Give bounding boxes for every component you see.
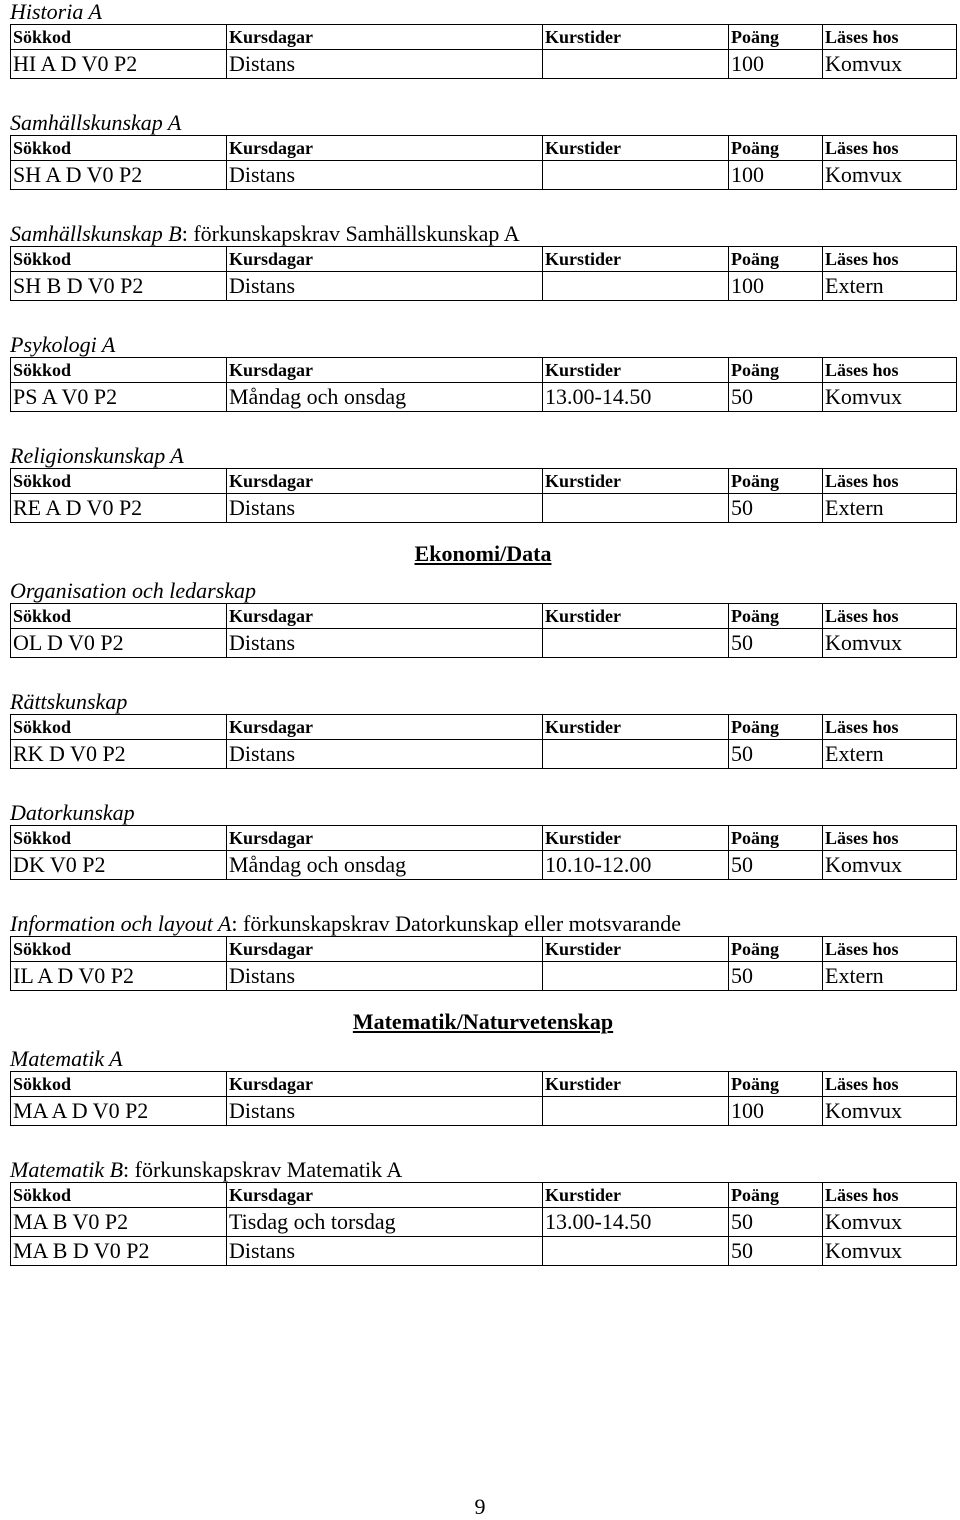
course-title (10, 0, 956, 24)
header-kurstider: Kurstider (543, 25, 729, 50)
cell-sokkod: MA B V0 P2 (11, 1208, 227, 1237)
header-kursdagar: Kursdagar (227, 715, 543, 740)
cell-kurstider (543, 494, 729, 523)
header-sokkod: Sökkod (11, 247, 227, 272)
cell-sokkod: RE A D V0 P2 (11, 494, 227, 523)
table-header-row (11, 715, 957, 740)
spacer (10, 301, 956, 333)
header-lases-hos: Läses hos (823, 826, 957, 851)
table-row (11, 272, 957, 301)
course-prerequisite: : förkunskapskrav Samhällskunskap A (181, 221, 520, 246)
header-kursdagar: Kursdagar (227, 136, 543, 161)
header-sokkod: Sökkod (11, 136, 227, 161)
header-sokkod: Sökkod (11, 1183, 227, 1208)
header-kursdagar: Kursdagar (227, 937, 543, 962)
header-lases-hos: Läses hos (823, 25, 957, 50)
header-sokkod: Sökkod (11, 826, 227, 851)
header-kurstider: Kurstider (543, 358, 729, 383)
course-table-matematik-b (10, 1182, 957, 1266)
course-name: Datorkunskap (10, 800, 135, 825)
table-row (11, 161, 957, 190)
cell-poang: 50 (729, 1237, 823, 1266)
course-table-matematik-a (10, 1071, 957, 1126)
cell-poang: 50 (729, 629, 823, 658)
cell-kurstider (543, 50, 729, 79)
cell-kursdagar: Distans (227, 740, 543, 769)
cell-kursdagar: Distans (227, 494, 543, 523)
section-heading-matematik-naturvetenskap: Matematik/Naturvetenskap (352, 1009, 614, 1034)
course-name: Information och layout A (10, 911, 232, 936)
cell-kurstider (543, 1097, 729, 1126)
spacer (10, 658, 956, 690)
table-header-row (11, 1183, 957, 1208)
cell-sokkod: SH B D V0 P2 (11, 272, 227, 301)
spacer (10, 769, 956, 801)
cell-kursdagar: Måndag och onsdag (227, 383, 543, 412)
header-kurstider: Kurstider (543, 937, 729, 962)
course-title (10, 444, 956, 468)
header-kurstider: Kurstider (543, 1183, 729, 1208)
cell-kursdagar: Måndag och onsdag (227, 851, 543, 880)
header-kurstider: Kurstider (543, 715, 729, 740)
header-kurstider: Kurstider (543, 247, 729, 272)
course-table-samhallskunskap-b (10, 246, 957, 301)
header-lases-hos: Läses hos (823, 358, 957, 383)
header-lases-hos: Läses hos (823, 1183, 957, 1208)
cell-poang: 100 (729, 1097, 823, 1126)
table-row (11, 962, 957, 991)
header-sokkod: Sökkod (11, 1072, 227, 1097)
cell-kurstider (543, 161, 729, 190)
cell-lases-hos: Komvux (823, 1237, 957, 1266)
table-row (11, 740, 957, 769)
cell-lases-hos: Komvux (823, 1208, 957, 1237)
cell-poang: 50 (729, 494, 823, 523)
header-lases-hos: Läses hos (823, 247, 957, 272)
table-row (11, 1208, 957, 1237)
course-name: Matematik A (10, 1046, 123, 1071)
header-lases-hos: Läses hos (823, 469, 957, 494)
cell-poang: 100 (729, 272, 823, 301)
cell-kurstider (543, 1237, 729, 1266)
header-kurstider: Kurstider (543, 469, 729, 494)
course-prerequisite: : förkunskapskrav Matematik A (123, 1157, 403, 1182)
spacer (10, 1126, 956, 1158)
course-title (10, 222, 956, 246)
table-header-row (11, 937, 957, 962)
table-row (11, 494, 957, 523)
course-title (10, 912, 956, 936)
table-header-row (11, 358, 957, 383)
spacer (10, 79, 956, 111)
header-kursdagar: Kursdagar (227, 1183, 543, 1208)
cell-lases-hos: Extern (823, 272, 957, 301)
cell-kursdagar: Distans (227, 1237, 543, 1266)
cell-sokkod: HI A D V0 P2 (11, 50, 227, 79)
header-poang: Poäng (729, 1072, 823, 1097)
course-title (10, 690, 956, 714)
header-sokkod: Sökkod (11, 604, 227, 629)
table-row (11, 1237, 957, 1266)
cell-lases-hos: Komvux (823, 629, 957, 658)
course-table-psykologi-a (10, 357, 957, 412)
course-title (10, 1158, 956, 1182)
header-kurstider: Kurstider (543, 604, 729, 629)
header-kurstider: Kurstider (543, 136, 729, 161)
cell-poang: 50 (729, 740, 823, 769)
cell-lases-hos: Komvux (823, 50, 957, 79)
table-header-row (11, 1072, 957, 1097)
course-name: Organisation och ledarskap (10, 578, 257, 603)
cell-kurstider (543, 962, 729, 991)
header-kursdagar: Kursdagar (227, 469, 543, 494)
cell-kurstider (543, 740, 729, 769)
course-name: Rättskunskap (10, 689, 128, 714)
header-kursdagar: Kursdagar (227, 25, 543, 50)
header-sokkod: Sökkod (11, 715, 227, 740)
cell-kursdagar: Distans (227, 1097, 543, 1126)
section-heading-ekonomi-data: Ekonomi/Data (414, 541, 552, 566)
cell-lases-hos: Komvux (823, 851, 957, 880)
header-lases-hos: Läses hos (823, 136, 957, 161)
table-row (11, 1097, 957, 1126)
cell-kurstider: 13.00-14.50 (543, 383, 729, 412)
header-sokkod: Sökkod (11, 358, 227, 383)
course-title (10, 333, 956, 357)
header-sokkod: Sökkod (11, 25, 227, 50)
header-poang: Poäng (729, 247, 823, 272)
cell-lases-hos: Komvux (823, 1097, 957, 1126)
cell-kursdagar: Distans (227, 161, 543, 190)
header-kursdagar: Kursdagar (227, 358, 543, 383)
header-poang: Poäng (729, 1183, 823, 1208)
table-row (11, 851, 957, 880)
cell-lases-hos: Komvux (823, 161, 957, 190)
cell-poang: 50 (729, 383, 823, 412)
course-prerequisite: : förkunskapskrav Datorkunskap eller motsvarande (231, 911, 682, 936)
cell-lases-hos: Extern (823, 740, 957, 769)
cell-sokkod: RK D V0 P2 (11, 740, 227, 769)
course-title (10, 801, 956, 825)
header-kursdagar: Kursdagar (227, 247, 543, 272)
cell-sokkod: DK V0 P2 (11, 851, 227, 880)
header-kursdagar: Kursdagar (227, 604, 543, 629)
cell-lases-hos: Extern (823, 494, 957, 523)
header-poang: Poäng (729, 469, 823, 494)
spacer (10, 412, 956, 444)
spacer (10, 880, 956, 912)
cell-sokkod: OL D V0 P2 (11, 629, 227, 658)
header-poang: Poäng (729, 937, 823, 962)
header-lases-hos: Läses hos (823, 937, 957, 962)
cell-sokkod: SH A D V0 P2 (11, 161, 227, 190)
table-row (11, 50, 957, 79)
cell-sokkod: IL A D V0 P2 (11, 962, 227, 991)
header-kurstider: Kurstider (543, 1072, 729, 1097)
header-lases-hos: Läses hos (823, 604, 957, 629)
course-table-datorkunskap (10, 825, 957, 880)
cell-kursdagar: Distans (227, 962, 543, 991)
header-poang: Poäng (729, 358, 823, 383)
course-name: Historia A (10, 0, 102, 24)
course-name: Matematik B (10, 1157, 124, 1182)
header-lases-hos: Läses hos (823, 1072, 957, 1097)
course-table-information-och-layout-a (10, 936, 957, 991)
course-title (10, 1047, 956, 1071)
course-table-samhallskunskap-a (10, 135, 957, 190)
header-kursdagar: Kursdagar (227, 1072, 543, 1097)
cell-kurstider (543, 629, 729, 658)
table-header-row (11, 604, 957, 629)
header-poang: Poäng (729, 25, 823, 50)
course-title (10, 111, 956, 135)
cell-sokkod: PS A V0 P2 (11, 383, 227, 412)
cell-kurstider (543, 272, 729, 301)
course-table-organisation-och-ledarskap (10, 603, 957, 658)
cell-sokkod: MA A D V0 P2 (11, 1097, 227, 1126)
cell-poang: 100 (729, 161, 823, 190)
course-name: Religionskunskap A (10, 443, 184, 468)
cell-poang: 100 (729, 50, 823, 79)
cell-kursdagar: Distans (227, 272, 543, 301)
course-table-religionskunskap-a (10, 468, 957, 523)
header-poang: Poäng (729, 715, 823, 740)
cell-sokkod: MA B D V0 P2 (11, 1237, 227, 1266)
header-sokkod: Sökkod (11, 937, 227, 962)
table-row (11, 629, 957, 658)
table-row (11, 383, 957, 412)
cell-kurstider: 10.10-12.00 (543, 851, 729, 880)
course-table-historia-a (10, 24, 957, 79)
cell-lases-hos: Komvux (823, 383, 957, 412)
cell-kursdagar: Distans (227, 629, 543, 658)
cell-kursdagar: Tisdag och torsdag (227, 1208, 543, 1237)
course-name: Psykologi A (10, 332, 116, 357)
cell-kursdagar: Distans (227, 50, 543, 79)
page-number: 9 (474, 1494, 486, 1519)
course-title (10, 579, 956, 603)
header-poang: Poäng (729, 604, 823, 629)
header-poang: Poäng (729, 826, 823, 851)
spacer (10, 190, 956, 222)
course-table-rattskunskap (10, 714, 957, 769)
course-name: Samhällskunskap B (10, 221, 182, 246)
cell-kurstider: 13.00-14.50 (543, 1208, 729, 1237)
header-kursdagar: Kursdagar (227, 826, 543, 851)
table-header-row (11, 469, 957, 494)
course-name: Samhällskunskap A (10, 110, 182, 135)
header-kurstider: Kurstider (543, 826, 729, 851)
table-header-row (11, 826, 957, 851)
table-header-row (11, 25, 957, 50)
cell-poang: 50 (729, 1208, 823, 1237)
header-lases-hos: Läses hos (823, 715, 957, 740)
cell-lases-hos: Extern (823, 962, 957, 991)
cell-poang: 50 (729, 962, 823, 991)
table-header-row (11, 247, 957, 272)
cell-poang: 50 (729, 851, 823, 880)
table-header-row (11, 136, 957, 161)
header-poang: Poäng (729, 136, 823, 161)
header-sokkod: Sökkod (11, 469, 227, 494)
